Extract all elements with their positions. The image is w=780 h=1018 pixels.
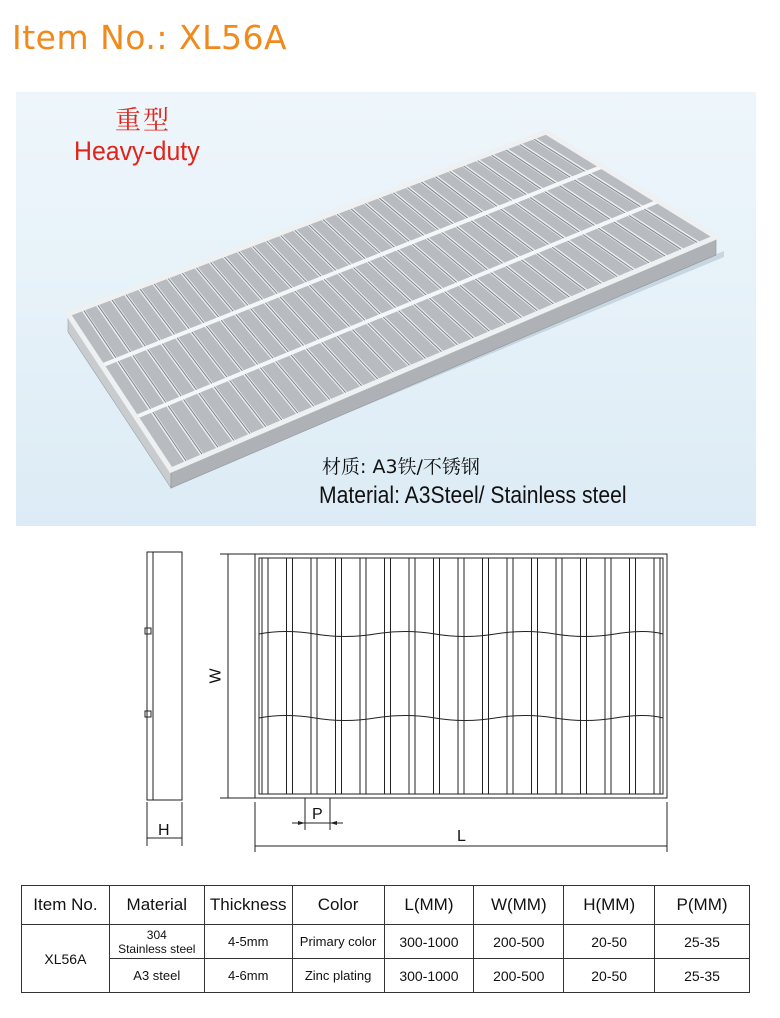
cell-length: 300-1000 xyxy=(384,925,474,959)
cell-color: Primary color xyxy=(292,925,384,959)
cell-material xyxy=(109,925,204,959)
plan-bearing-bar xyxy=(630,558,636,794)
plan-bearing-bar xyxy=(262,558,268,794)
plan-bearing-bar xyxy=(532,558,538,794)
header-pitch: P(MM) xyxy=(655,886,750,925)
header-color: Color xyxy=(292,886,384,925)
plan-bearing-bar xyxy=(581,558,587,794)
specification-table xyxy=(21,885,750,993)
plan-bearing-bar xyxy=(287,558,293,794)
side-view-notch-2 xyxy=(145,711,151,717)
dimension-label-p: P xyxy=(312,806,323,823)
plan-bearing-bar xyxy=(507,558,513,794)
cell-thickness: 4-5mm xyxy=(204,925,292,959)
plan-view-inner xyxy=(259,558,663,794)
material-caption-en: Material: A3Steel/ Stainless steel xyxy=(319,482,627,509)
table-row xyxy=(22,925,750,959)
side-view-notch-1 xyxy=(145,628,151,634)
header-material: Material xyxy=(109,886,204,925)
dimension-label-h: H xyxy=(158,822,170,839)
cell-pitch: 25-35 xyxy=(655,959,750,993)
dimension-label-w: W xyxy=(207,668,225,684)
product-photo-panel xyxy=(16,92,756,526)
header-length: L(MM) xyxy=(384,886,474,925)
plan-cross-rod-1 xyxy=(259,632,663,637)
p-arrow-right xyxy=(330,821,337,825)
plan-bearing-bar xyxy=(434,558,440,794)
cell-material-grade: 304 xyxy=(146,927,167,942)
plan-bearing-bar xyxy=(483,558,489,794)
cell-height: 20-50 xyxy=(564,925,655,959)
cell-material: A3 steel xyxy=(109,959,204,993)
cell-thickness: 4-6mm xyxy=(204,959,292,993)
cell-pitch: 25-35 xyxy=(655,925,750,959)
cell-color: Zinc plating xyxy=(292,959,384,993)
plan-bearing-bar xyxy=(654,558,660,794)
plan-bearing-bar xyxy=(605,558,611,794)
plan-bearing-bar xyxy=(311,558,317,794)
table-row xyxy=(22,959,750,993)
plan-bearing-bar xyxy=(360,558,366,794)
plan-bearing-bar xyxy=(556,558,562,794)
cell-item-no: XL56A xyxy=(22,925,110,993)
material-caption-cn: 材质: A3铁/不锈钢 xyxy=(322,456,480,478)
grate-body xyxy=(68,132,716,470)
header-width: W(MM) xyxy=(474,886,564,925)
header-height: H(MM) xyxy=(564,886,655,925)
cell-material-type: Stainless steel xyxy=(118,941,196,956)
heavy-duty-caption-cn: 重型 xyxy=(115,106,172,136)
cell-height: 20-50 xyxy=(564,959,655,993)
plan-bearing-bar xyxy=(458,558,464,794)
plan-bearing-bar xyxy=(385,558,391,794)
p-arrow-left xyxy=(298,821,305,825)
header-thickness: Thickness xyxy=(204,886,292,925)
cell-length: 300-1000 xyxy=(384,959,474,993)
plan-cross-rod-2 xyxy=(259,716,663,721)
dimension-label-l: L xyxy=(457,828,466,845)
plan-bearing-bar xyxy=(409,558,415,794)
side-view-outline xyxy=(147,552,182,800)
heavy-duty-caption-en: Heavy-duty xyxy=(74,136,200,166)
technical-drawing xyxy=(0,540,780,860)
cell-width: 200-500 xyxy=(474,959,564,993)
header-item-no: Item No. xyxy=(22,886,110,925)
item-number-title: Item No.: XL56A xyxy=(12,18,288,57)
cell-width: 200-500 xyxy=(474,925,564,959)
plan-bearing-bar xyxy=(336,558,342,794)
table-header-row xyxy=(22,886,750,925)
